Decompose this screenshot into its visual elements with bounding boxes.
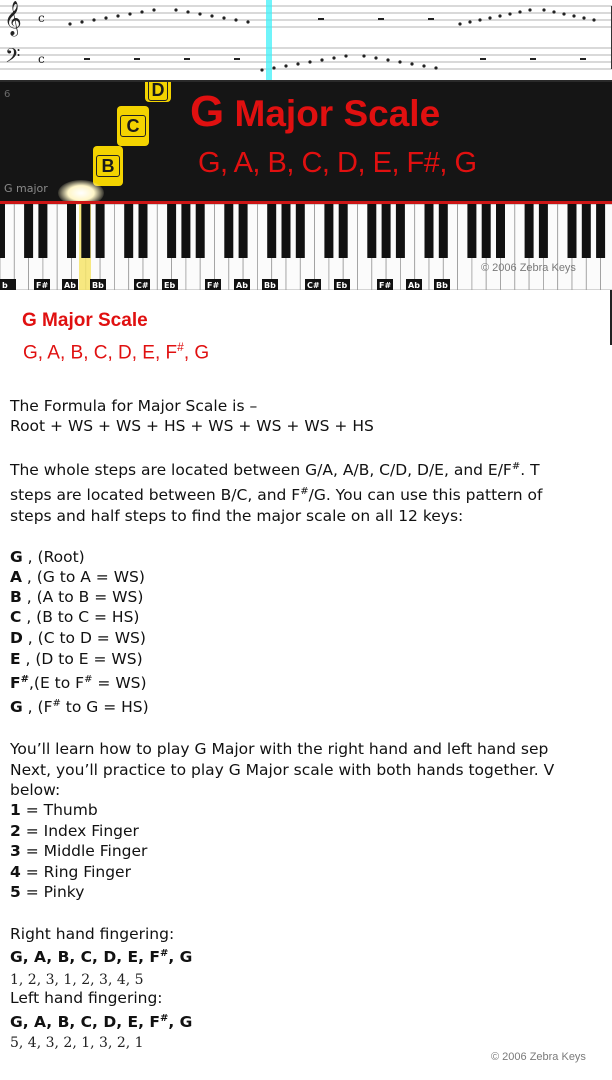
- copyright-keyboard: © 2006 Zebra Keys: [481, 262, 576, 274]
- black-key[interactable]: [0, 204, 5, 258]
- black-key[interactable]: [67, 204, 76, 258]
- right-hand-notes: G, A, B, C, D, E, F#, G: [10, 947, 193, 966]
- black-key[interactable]: [425, 204, 434, 258]
- falling-note-b: B: [93, 146, 123, 186]
- black-key[interactable]: [339, 204, 348, 258]
- key-label: F#: [379, 281, 392, 290]
- sheet-music-strip: [0, 0, 612, 80]
- black-key[interactable]: [296, 204, 305, 258]
- black-key[interactable]: [568, 204, 577, 258]
- steps-paragraph-line1: The whole steps are located between G/A, A/B, C/D, D/E, and E/F#. T: [10, 460, 540, 479]
- black-key[interactable]: [224, 204, 233, 258]
- black-key[interactable]: [367, 204, 376, 258]
- formula-text: Root + WS + WS + HS + WS + WS + WS + HS: [10, 417, 374, 435]
- time-signature-bass: c: [38, 52, 45, 66]
- black-key[interactable]: [181, 204, 190, 258]
- left-hand-fingering: 5, 4, 3, 2, 1, 3, 2, 1: [10, 1035, 144, 1051]
- formula-intro: The Formula for Major Scale is –: [10, 397, 258, 415]
- black-key[interactable]: [282, 204, 291, 258]
- keyboard-keys[interactable]: [0, 204, 612, 290]
- right-hand-label: Right hand fingering:: [10, 925, 175, 943]
- black-key[interactable]: [81, 204, 90, 258]
- black-key[interactable]: [196, 204, 205, 258]
- key-label: Bb: [436, 281, 448, 290]
- key-label: Ab: [408, 281, 420, 290]
- banner-notes: G, A, B, C, D, E, F#, G: [198, 147, 477, 179]
- learn-paragraph-line1: You’ll learn how to play G Major with the right hand and left hand sep: [10, 740, 549, 758]
- finger-item: 4 = Ring Finger: [10, 863, 131, 881]
- falling-note-d: D: [145, 80, 171, 102]
- key-label: C#: [136, 281, 149, 290]
- black-key[interactable]: [496, 204, 505, 258]
- black-key[interactable]: [96, 204, 105, 258]
- black-key[interactable]: [267, 204, 276, 258]
- key-label: Bb: [264, 281, 276, 290]
- black-key[interactable]: [382, 204, 391, 258]
- black-key[interactable]: [439, 204, 448, 258]
- black-key[interactable]: [24, 204, 33, 258]
- key-press-glow: [58, 180, 104, 202]
- right-hand-fingering: 1, 2, 3, 1, 2, 3, 4, 5: [10, 972, 144, 988]
- key-label: Ab: [236, 281, 248, 290]
- steps-paragraph-line3: steps and half steps to find the major scale on all 12 keys:: [10, 507, 464, 525]
- black-key[interactable]: [124, 204, 133, 258]
- black-key[interactable]: [482, 204, 491, 258]
- black-key[interactable]: [596, 204, 605, 258]
- step-item: C , (B to C = HS): [10, 608, 140, 626]
- finger-item: 3 = Middle Finger: [10, 842, 148, 860]
- steps-paragraph-line2: steps are located between B/C, and F#/G. You can use this pattern of: [10, 485, 543, 504]
- key-label: F#: [207, 281, 220, 290]
- copyright-article: © 2006 Zebra Keys: [491, 1051, 586, 1063]
- piano-keyboard[interactable]: [0, 204, 612, 290]
- black-key[interactable]: [539, 204, 548, 258]
- key-label: b: [2, 281, 8, 290]
- time-signature-treble: c: [38, 11, 45, 25]
- finger-item: 1 = Thumb: [10, 801, 98, 819]
- key-label: Eb: [336, 281, 348, 290]
- finger-item: 5 = Pinky: [10, 883, 85, 901]
- key-label: Ab: [64, 281, 76, 290]
- learn-paragraph-line3: below:: [10, 781, 61, 799]
- black-key[interactable]: [139, 204, 148, 258]
- step-item: G , (Root): [10, 548, 85, 566]
- finger-item: 2 = Index Finger: [10, 822, 139, 840]
- falling-note-c: C: [117, 106, 149, 146]
- step-item: B , (A to B = WS): [10, 588, 144, 606]
- step-item: A , (G to A = WS): [10, 568, 145, 586]
- article-notes: G, A, B, C, D, E, F#, G: [23, 340, 210, 364]
- black-key[interactable]: [167, 204, 176, 258]
- black-key[interactable]: [239, 204, 248, 258]
- treble-notes: [68, 8, 595, 25]
- track-label: G major: [4, 182, 48, 195]
- bass-clef-icon: 𝄢: [5, 44, 21, 72]
- key-label: Bb: [92, 281, 104, 290]
- sheet-music-staff: [0, 0, 612, 80]
- black-key[interactable]: [324, 204, 333, 258]
- key-label: C#: [307, 281, 320, 290]
- black-key[interactable]: [38, 204, 47, 258]
- key-label: F#: [36, 281, 49, 290]
- article-title: G Major Scale: [22, 310, 148, 331]
- step-item: E , (D to E = WS): [10, 650, 143, 668]
- measure-number: 6: [4, 89, 11, 100]
- left-hand-notes: G, A, B, C, D, E, F#, G: [10, 1012, 193, 1031]
- black-key[interactable]: [396, 204, 405, 258]
- left-hand-label: Left hand fingering:: [10, 989, 163, 1007]
- black-key[interactable]: [467, 204, 476, 258]
- black-key[interactable]: [582, 204, 591, 258]
- banner-title: G Major Scale: [190, 87, 441, 136]
- learn-paragraph-line2: Next, you’ll practice to play G Major scale with both hands together. V: [10, 761, 555, 779]
- step-item-g-final: G , (F# to G = HS): [10, 697, 149, 716]
- key-label: Eb: [164, 281, 176, 290]
- treble-clef-icon: 𝄞: [4, 1, 22, 36]
- step-item-f-sharp: F#,(E to F# = WS): [10, 673, 147, 692]
- step-item: D , (C to D = WS): [10, 629, 146, 647]
- black-key[interactable]: [525, 204, 534, 258]
